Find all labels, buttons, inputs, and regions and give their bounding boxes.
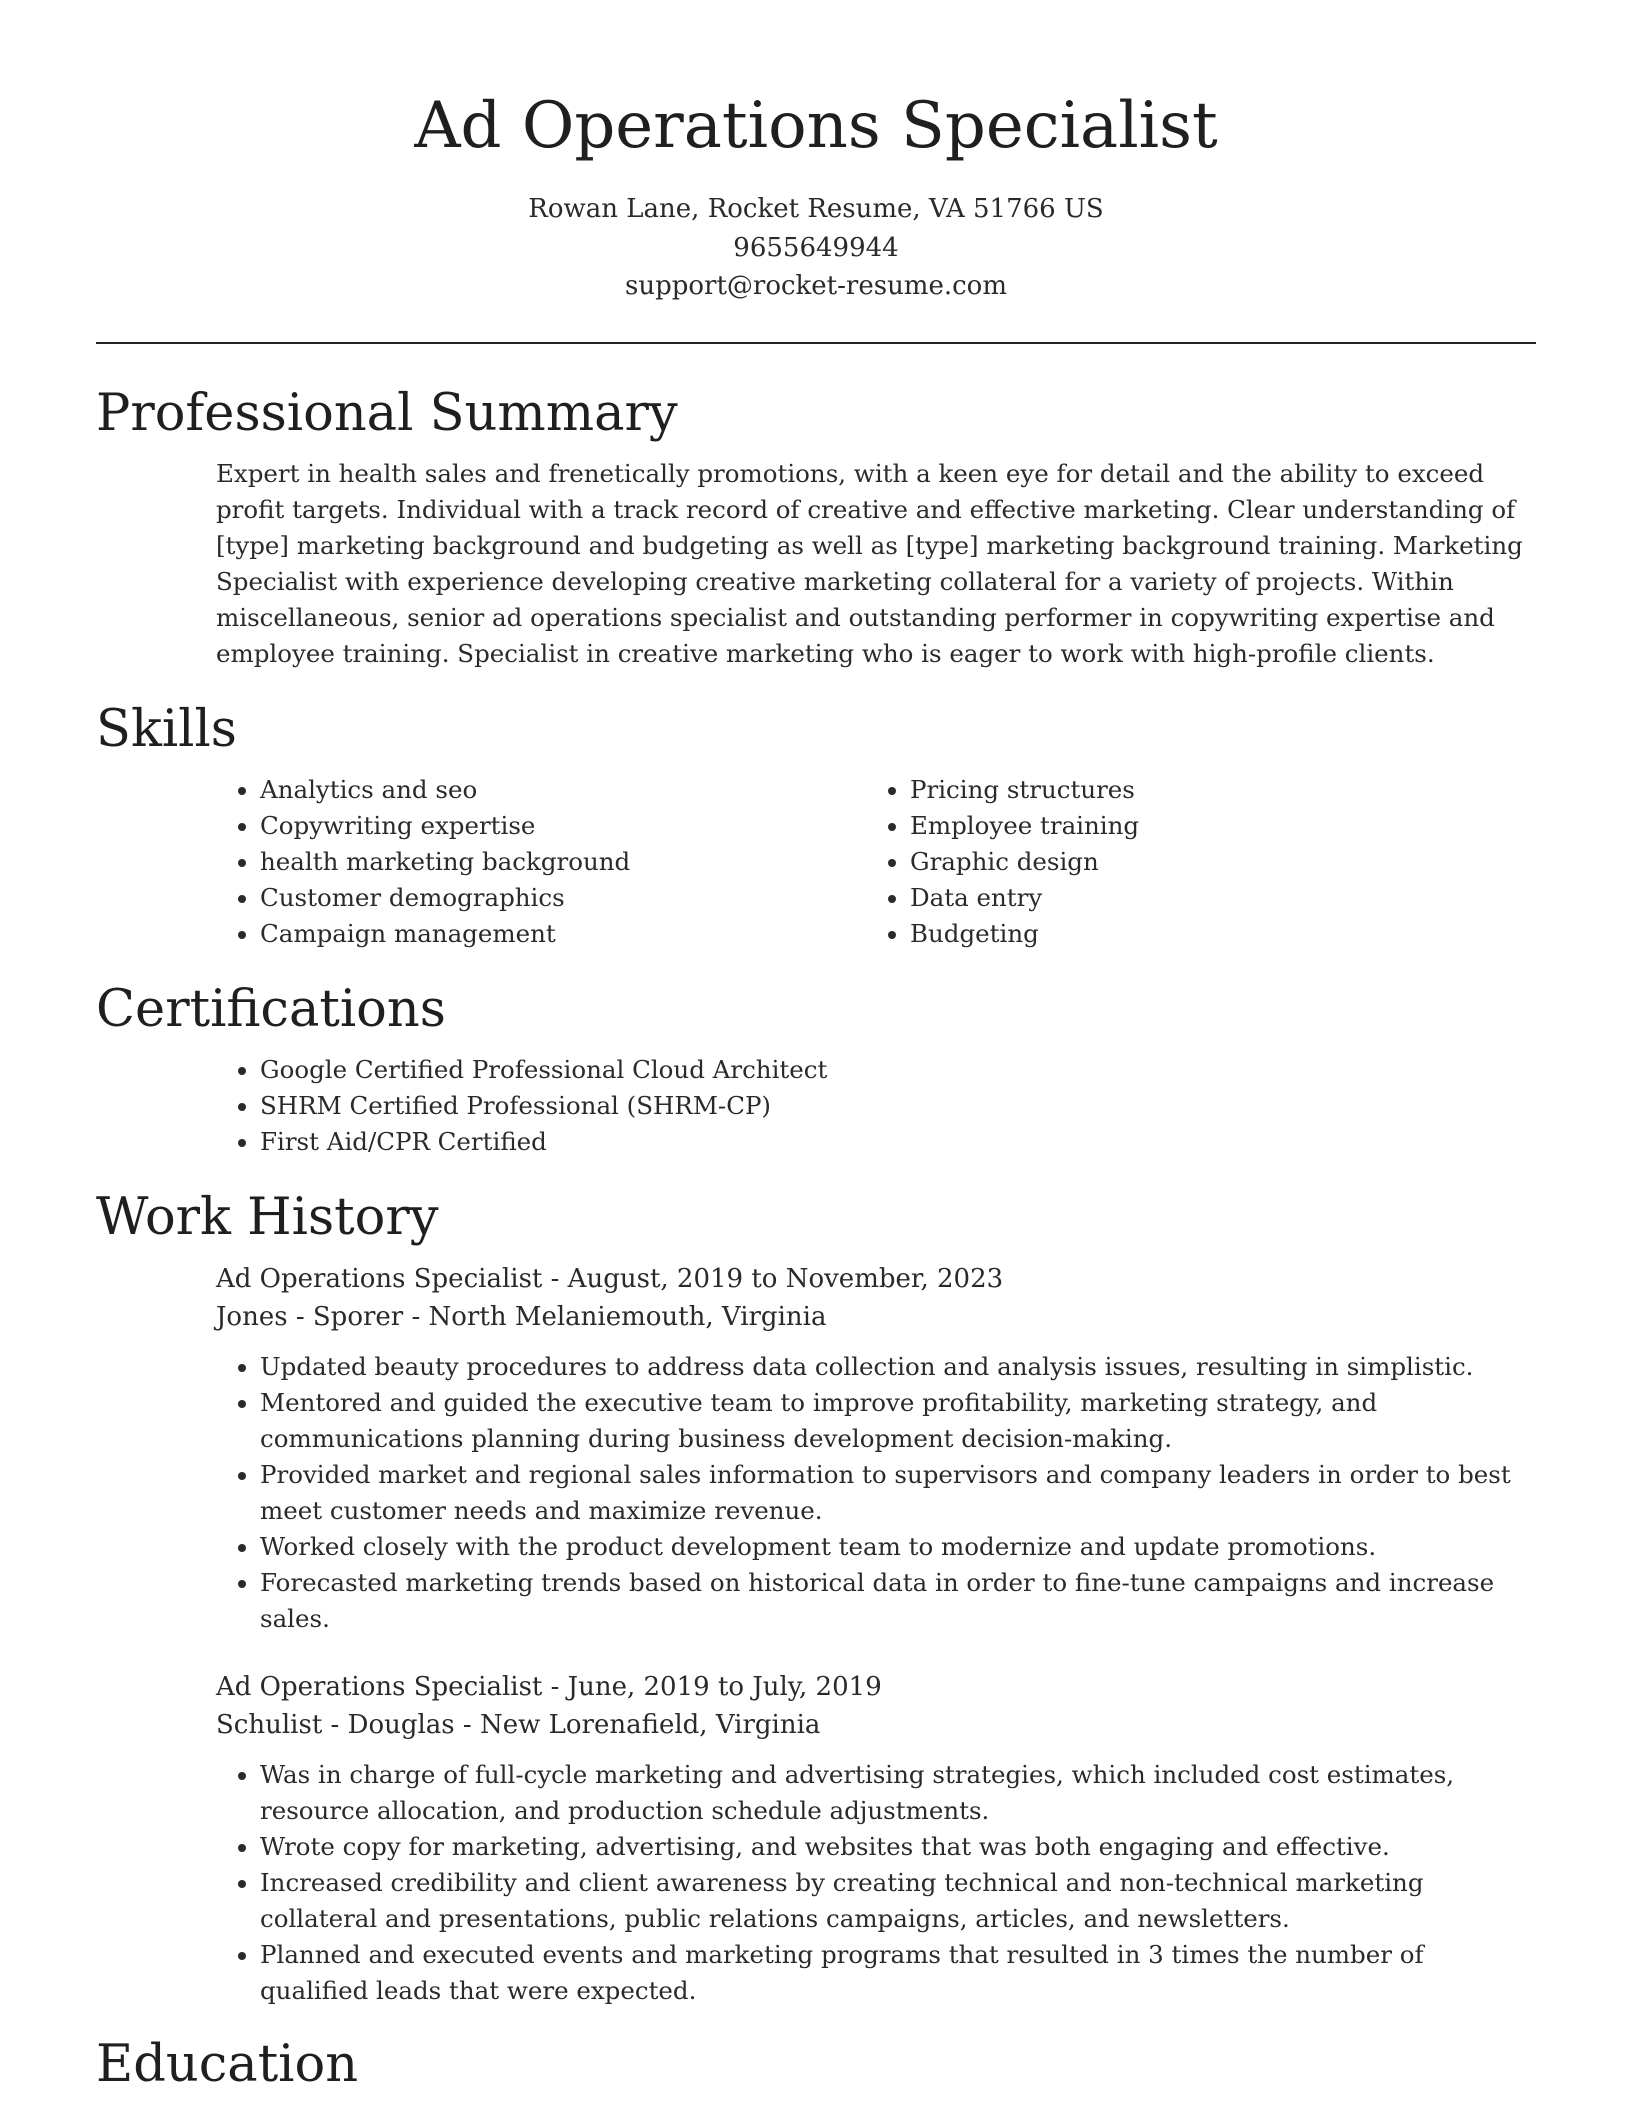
job-company-line: Schulist - Douglas - New Lorenafield, Virginia xyxy=(216,1710,821,1740)
resume-page xyxy=(96,0,1536,2095)
skill-item: • Analytics and seo xyxy=(260,772,866,808)
job-bullets xyxy=(216,1757,1536,2009)
job-entry xyxy=(216,1260,1536,1637)
job-entry xyxy=(216,1668,1536,2009)
phone-line: 9655649944 xyxy=(733,232,899,263)
skill-item: • Budgeting xyxy=(910,916,1516,952)
certifications-heading: Certifications xyxy=(96,979,446,1039)
summary-text: Expert in health sales and frenetically promotions, with a keen eye for detail and the ability to exceed profit targets. Individual with a track record of creative and effective marketing. Clear understanding of [type] marketing background and budgeting as well as [type] marketing background training. Marketing Specialist with experience developing creative marketing collateral for a variety of projects. Within miscellaneous, senior ad operations specialist and outstanding performer in copywriting expertise and employee training. Specialist in creative marketing who is eager to work with high-profile clients. xyxy=(216,458,1523,668)
skill-item: • Campaign management xyxy=(260,916,866,952)
work-history-section xyxy=(96,1188,1536,2009)
work-history-heading: Work History xyxy=(96,1187,439,1247)
skill-item: • Copywriting expertise xyxy=(260,808,866,844)
skills-column-left xyxy=(216,772,866,952)
skill-item: • Pricing structures xyxy=(910,772,1516,808)
resume-header xyxy=(96,0,1536,306)
certifications-list xyxy=(216,1052,1536,1160)
job-title-line: Ad Operations Specialist - August, 2019 to November, 2023 xyxy=(216,1263,1004,1294)
skills-grid xyxy=(216,772,1536,952)
certification-item: • SHRM Certified Professional (SHRM-CP) xyxy=(260,1088,1536,1124)
education-section xyxy=(96,2035,1536,2095)
skill-item: • Data entry xyxy=(910,880,1516,916)
certification-item: • Google Certified Professional Cloud Architect xyxy=(260,1052,1536,1088)
certifications-section xyxy=(96,980,1536,1160)
candidate-name: Ad Operations Specialist xyxy=(414,89,1218,163)
education-heading: Education xyxy=(96,2034,359,2094)
address-line: Rowan Lane, Rocket Resume, VA 51766 US xyxy=(528,194,1104,224)
skill-item: • Employee training xyxy=(910,808,1516,844)
job-company-line: Jones - Sporer - North Melaniemouth, Virginia xyxy=(216,1302,827,1332)
summary-heading: Professional Summary xyxy=(96,383,678,443)
job-bullet: • Increased credibility and client awareness by creating technical and non-technical marketing collateral and presentations, public relations campaigns, articles, and newsletters. xyxy=(260,1865,1536,1937)
job-bullet: • Wrote copy for marketing, advertising, and websites that was both engaging and effective. xyxy=(260,1829,1536,1865)
skills-section xyxy=(96,700,1536,952)
job-bullet: • Was in charge of full-cycle marketing and advertising strategies, which included cost estimates, resource allocation, and production schedule adjustments. xyxy=(260,1757,1536,1829)
job-title-line: Ad Operations Specialist - June, 2019 to July, 2019 xyxy=(216,1671,882,1702)
job-bullet: • Updated beauty procedures to address data collection and analysis issues, resulting in simplistic. xyxy=(260,1349,1536,1385)
job-bullet: • Mentored and guided the executive team to improve profitability, marketing strategy, and communications planning during business development decision-making. xyxy=(260,1385,1536,1457)
certification-item: • First Aid/CPR Certified xyxy=(260,1124,1536,1160)
skills-heading: Skills xyxy=(96,699,237,759)
skill-item: • Customer demographics xyxy=(260,880,866,916)
header-divider xyxy=(96,342,1536,344)
skill-item: • health marketing background xyxy=(260,844,866,880)
job-bullet: • Provided market and regional sales information to supervisors and company leaders in order to best meet customer needs and maximize revenue. xyxy=(260,1457,1536,1529)
contact-block xyxy=(96,190,1536,306)
job-bullets xyxy=(216,1349,1536,1637)
email-line: support@rocket-resume.com xyxy=(624,271,1007,301)
skill-item: • Graphic design xyxy=(910,844,1516,880)
skills-column-right xyxy=(866,772,1516,952)
summary-section xyxy=(96,384,1536,672)
job-bullet: • Forecasted marketing trends based on historical data in order to fine-tune campaigns and increase sales. xyxy=(260,1565,1536,1637)
job-bullet: • Worked closely with the product development team to modernize and update promotions. xyxy=(260,1529,1536,1565)
job-bullet: • Planned and executed events and marketing programs that resulted in 3 times the number of qualified leads that were expected. xyxy=(260,1937,1536,2009)
